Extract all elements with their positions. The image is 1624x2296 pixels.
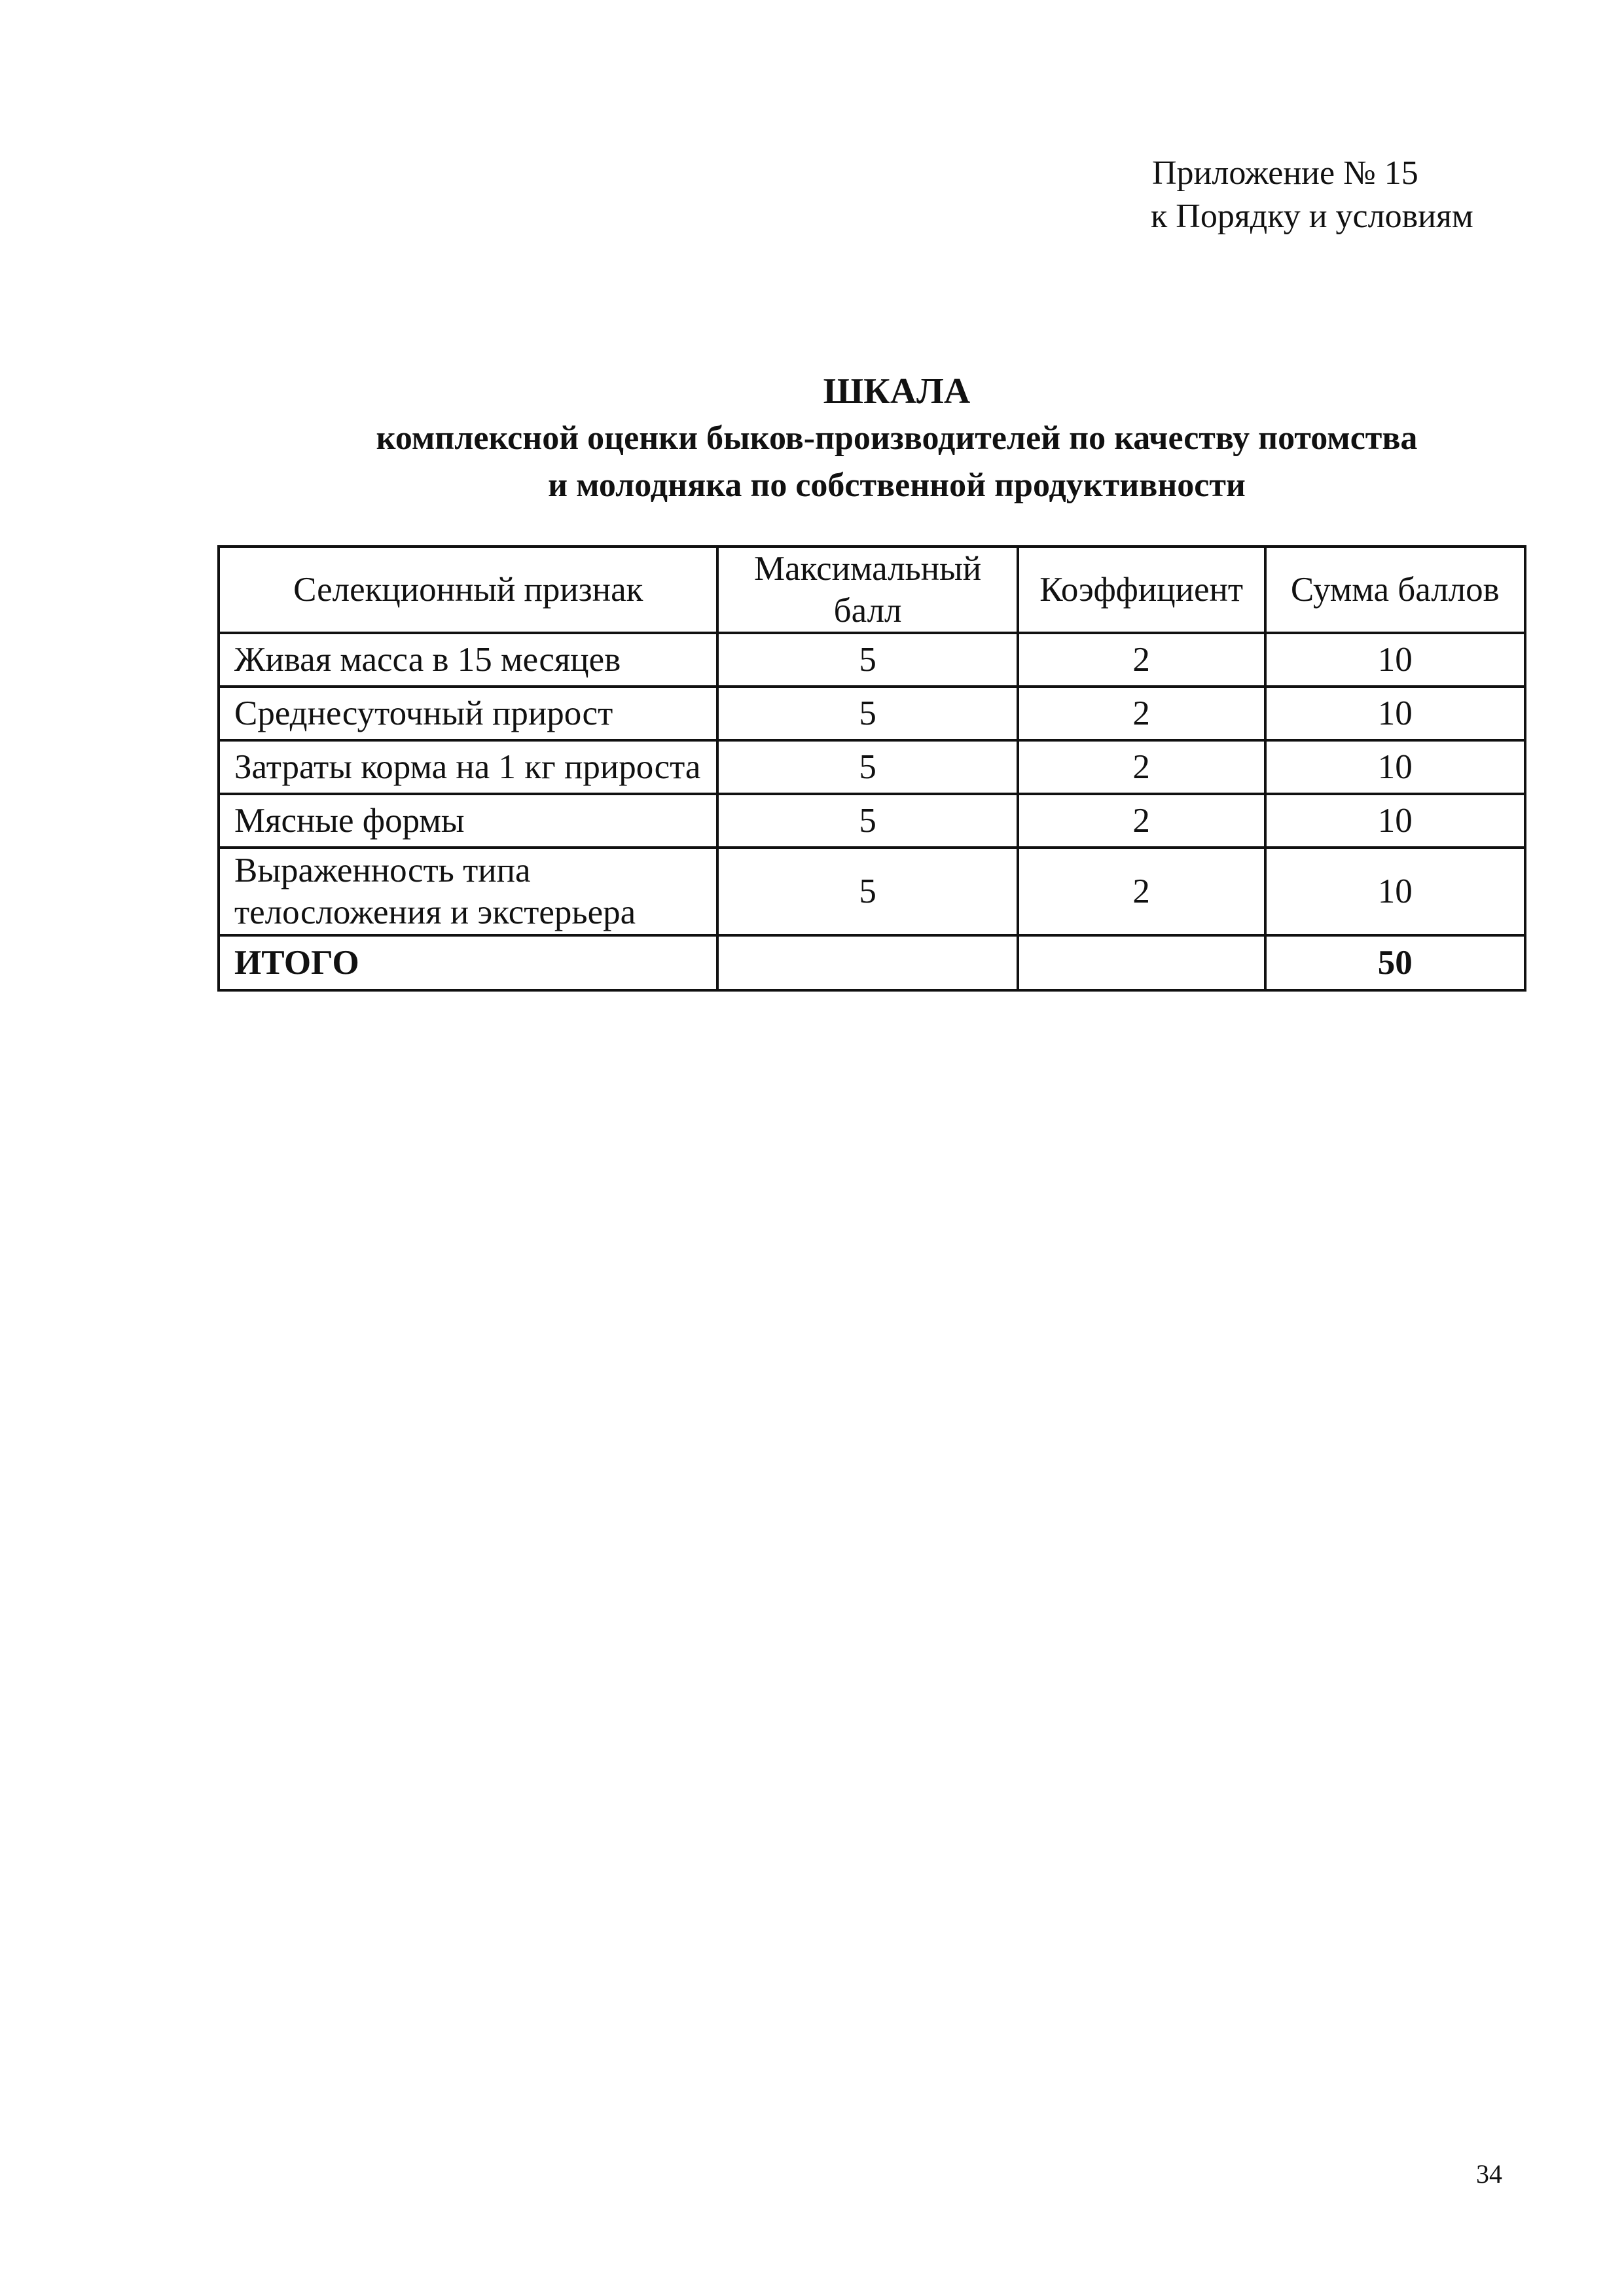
scoring-table xyxy=(217,545,1526,992)
row-max-score: 5 xyxy=(717,740,1017,794)
total-max-score xyxy=(717,935,1017,990)
row-max-score: 5 xyxy=(717,794,1017,848)
row-coefficient: 2 xyxy=(1018,794,1265,848)
row-total-score: 10 xyxy=(1265,740,1525,794)
row-trait: Выраженность типа телосложения и экстерьера xyxy=(219,848,717,935)
row-coefficient: 2 xyxy=(1018,848,1265,935)
table-row xyxy=(219,740,1525,794)
header-total-score: Сумма баллов xyxy=(1265,547,1525,633)
title-main: ШКАЛА xyxy=(823,371,971,412)
row-total-score: 10 xyxy=(1265,687,1525,740)
header-coefficient: Коэффициент xyxy=(1018,547,1265,633)
header-trait: Селекционный признак xyxy=(219,547,717,633)
row-max-score: 5 xyxy=(717,633,1017,687)
table-header-row xyxy=(219,547,1525,633)
row-max-score: 5 xyxy=(717,848,1017,935)
table-row xyxy=(219,794,1525,848)
document-title xyxy=(0,368,1624,509)
appendix-number: Приложение № 15 xyxy=(1152,154,1418,192)
table-total-row xyxy=(219,935,1525,990)
row-total-score: 10 xyxy=(1265,794,1525,848)
header-max-score: Максимальный балл xyxy=(717,547,1017,633)
total-label: ИТОГО xyxy=(219,935,717,990)
page-number: 34 xyxy=(1476,2159,1502,2189)
title-line-2: и молодняка по собственной продуктивности xyxy=(548,467,1246,504)
row-total-score: 10 xyxy=(1265,848,1525,935)
appendix-header xyxy=(1152,152,1473,238)
table-row xyxy=(219,633,1525,687)
row-trait: Живая масса в 15 месяцев xyxy=(219,633,717,687)
row-coefficient: 2 xyxy=(1018,633,1265,687)
total-score: 50 xyxy=(1265,935,1525,990)
row-coefficient: 2 xyxy=(1018,687,1265,740)
total-coefficient xyxy=(1018,935,1265,990)
appendix-reference: к Порядку и условиям xyxy=(1151,198,1473,235)
row-max-score: 5 xyxy=(717,687,1017,740)
row-trait: Мясные формы xyxy=(219,794,717,848)
table-row xyxy=(219,848,1525,935)
table-row xyxy=(219,687,1525,740)
row-trait: Затраты корма на 1 кг прироста xyxy=(219,740,717,794)
title-line-1: комплексной оценки быков-производителей по качеству потомства xyxy=(376,420,1418,457)
row-trait: Среднесуточный прирост xyxy=(219,687,717,740)
row-total-score: 10 xyxy=(1265,633,1525,687)
row-coefficient: 2 xyxy=(1018,740,1265,794)
